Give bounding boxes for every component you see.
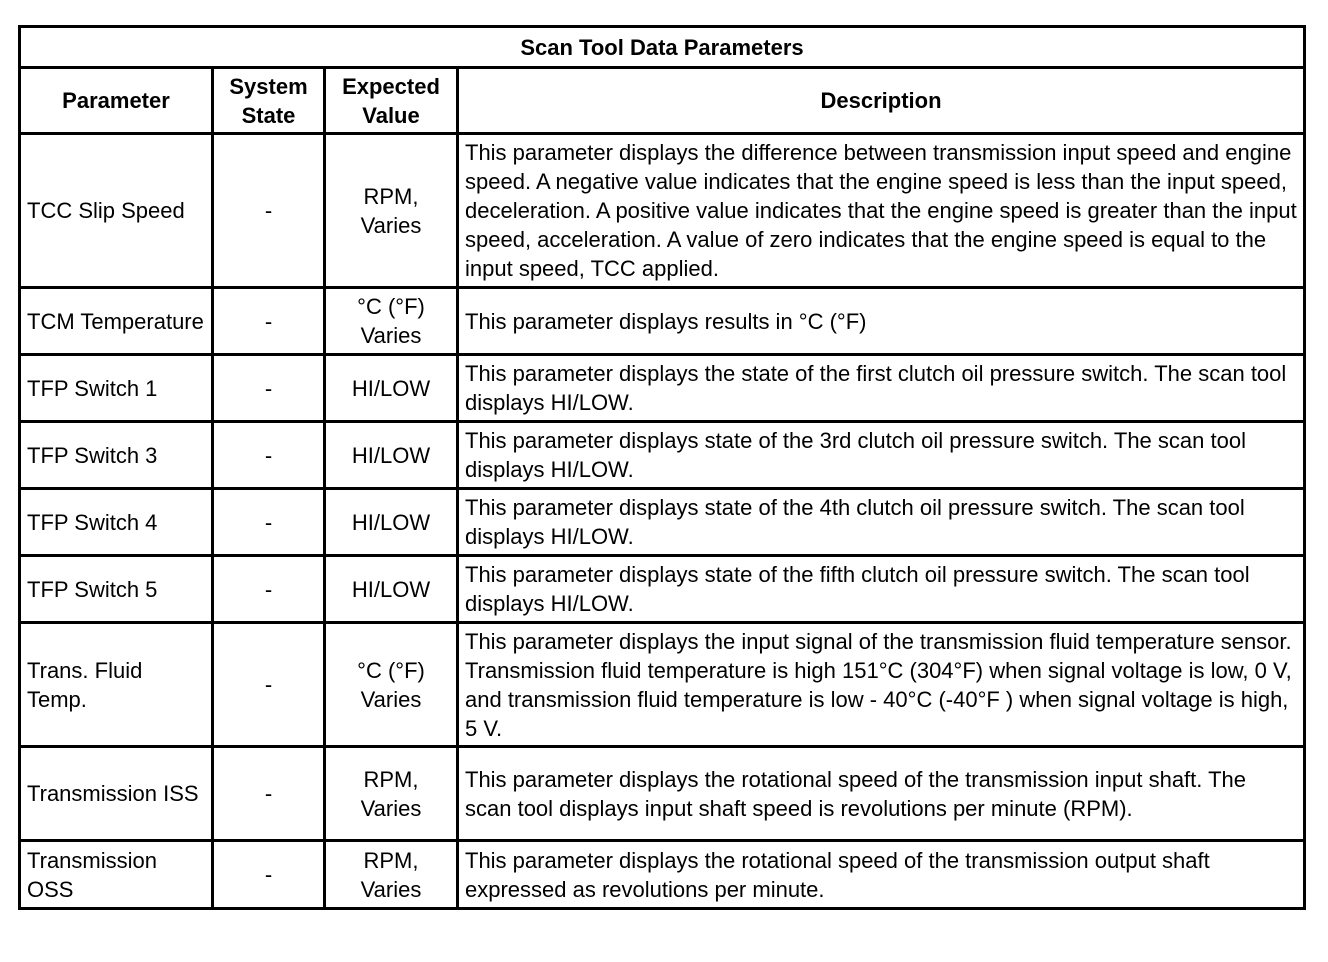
description-cell: This parameter displays state of the fifth clutch oil pressure switch. The scan tool displays HI/LOW.	[458, 556, 1305, 623]
system-state-cell: -	[213, 841, 325, 909]
scan-tool-data-table	[18, 25, 1306, 910]
expected-value-cell: RPM, Varies	[325, 134, 458, 288]
parameter-cell: TFP Switch 1	[20, 355, 213, 422]
description-cell: This parameter displays the difference between transmission input speed and engine speed. A negative value indicates that the engine speed is less than the input speed, deceleration. A positive value indicates that the engine speed is greater than the input speed, acceleration. A value of zero indicates that the engine speed is equal to the input speed, TCC applied.	[458, 134, 1305, 288]
expected-value-cell: RPM, Varies	[325, 747, 458, 841]
parameter-cell: TFP Switch 4	[20, 489, 213, 556]
table-row	[20, 747, 1305, 841]
expected-value-cell: RPM, Varies	[325, 841, 458, 909]
description-cell: This parameter displays the state of the first clutch oil pressure switch. The scan tool displays HI/LOW.	[458, 355, 1305, 422]
table-row	[20, 489, 1305, 556]
expected-value-cell: HI/LOW	[325, 489, 458, 556]
expected-value-cell: HI/LOW	[325, 556, 458, 623]
description-cell: This parameter displays the input signal of the transmission fluid temperature sensor. Transmission fluid temperature is high 151°C (304°F) when signal voltage is low, 0 V, and transmission fluid temperature is low - 40°C (-40°F ) when signal voltage is high, 5 V.	[458, 623, 1305, 747]
parameter-cell: TCM Temperature	[20, 288, 213, 355]
parameter-cell: TFP Switch 5	[20, 556, 213, 623]
description-cell: This parameter displays state of the 3rd clutch oil pressure switch. The scan tool displays HI/LOW.	[458, 422, 1305, 489]
header-system-state: System State	[213, 68, 325, 134]
expected-value-cell: °C (°F) Varies	[325, 288, 458, 355]
header-description: Description	[458, 68, 1305, 134]
parameter-cell: Transmission ISS	[20, 747, 213, 841]
system-state-cell: -	[213, 422, 325, 489]
table-title-row	[20, 27, 1305, 68]
table-header-row	[20, 68, 1305, 134]
system-state-cell: -	[213, 556, 325, 623]
expected-value-cell: HI/LOW	[325, 355, 458, 422]
table-row	[20, 841, 1305, 909]
table-row	[20, 134, 1305, 288]
table-row	[20, 422, 1305, 489]
expected-value-cell: HI/LOW	[325, 422, 458, 489]
parameter-cell: Trans. Fluid Temp.	[20, 623, 213, 747]
system-state-cell: -	[213, 134, 325, 288]
description-cell: This parameter displays the rotational speed of the transmission output shaft expressed as revolutions per minute.	[458, 841, 1305, 909]
system-state-cell: -	[213, 288, 325, 355]
description-cell: This parameter displays the rotational speed of the transmission input shaft. The scan tool displays input shaft speed is revolutions per minute (RPM).	[458, 747, 1305, 841]
table-row	[20, 623, 1305, 747]
description-cell: This parameter displays state of the 4th clutch oil pressure switch. The scan tool displays HI/LOW.	[458, 489, 1305, 556]
header-expected-value: Expected Value	[325, 68, 458, 134]
description-cell: This parameter displays results in °C (°F)	[458, 288, 1305, 355]
table-title: Scan Tool Data Parameters	[20, 27, 1305, 68]
expected-value-cell: °C (°F) Varies	[325, 623, 458, 747]
system-state-cell: -	[213, 489, 325, 556]
system-state-cell: -	[213, 355, 325, 422]
table-row	[20, 288, 1305, 355]
header-parameter: Parameter	[20, 68, 213, 134]
table-row	[20, 556, 1305, 623]
system-state-cell: -	[213, 623, 325, 747]
parameter-cell: Transmission OSS	[20, 841, 213, 909]
parameter-cell: TCC Slip Speed	[20, 134, 213, 288]
parameter-cell: TFP Switch 3	[20, 422, 213, 489]
system-state-cell: -	[213, 747, 325, 841]
table-row	[20, 355, 1305, 422]
